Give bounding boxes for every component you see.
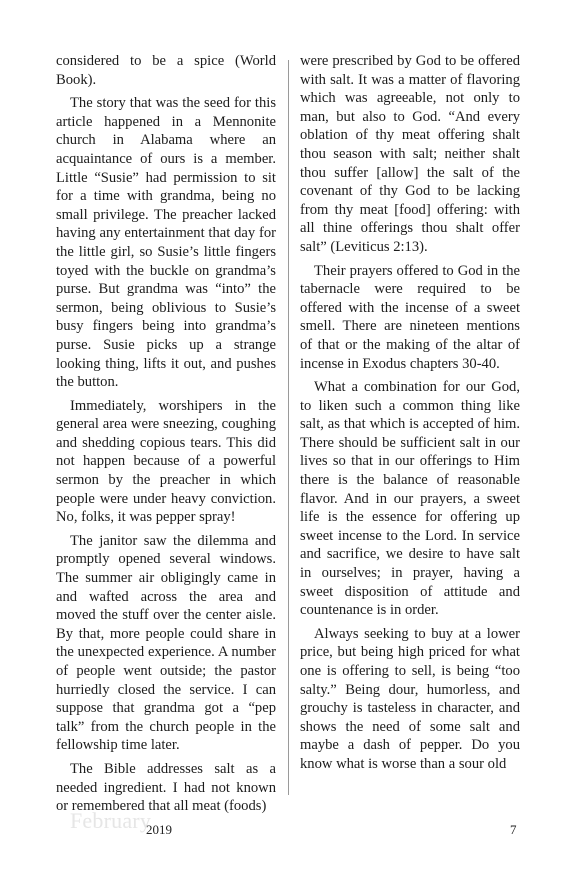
paragraph: The janitor saw the dilemma and promptly opened several windows. The summer air obligingly came in and wafted across the area and moved the stuff over the center aisle. By that, more people could share in the unexpected experience. A number of people went outside; the pastor hurriedly closed the service. I can suppose that grandma got a “pep talk” from the church people in the fellowship time later. [56,532,276,754]
paragraph: Their prayers offered to God in the tabernacle were required to be offered with the incense of a sweet smell. There are nineteen mentions of that or the making of the altar of incense in Exodus chapters 30-40. [300,262,520,372]
right-text-column [300,52,520,774]
paragraph: Immediately, worshipers in the general area were sneezing, coughing and shedding copious tears. This did not happen because of a powerful sermon by the preacher in which people were under heavy conviction. No, folks, it was pepper spray! [56,397,276,526]
paragraph: Always seeking to buy at a lower price, but being high priced for what one is offering to sell, is being “too salty.” Being dour, humorless, and grouchy is tasteless in character, and shows the need of some salt and maybe a dash of pepper. Do you know what is worse than a sour old [300,625,520,772]
paragraph: considered to be a spice (World Book). [56,53,276,88]
paragraph: The story that was the seed for this article happened in a Mennonite church in Alabama where an acquaintance of ours is a member. Little “Susie” had permission to sit for a time with grandma, being no small privilege. The preacher lacked having any entertainment that day for the little girl, so Susie’s little fingers toyed with the buckle on grandma’s purse. But grandma was “into” the sermon, being oblivious to Susie’s busy fingers being into grandma’s purse. Susie picks up a strange looking thing, lifts it out, and pushes the button. [56,95,276,391]
left-text-column [56,52,276,816]
column-divider [288,60,289,795]
paragraph: The Bible addresses salt as a needed ingredient. I had not known or remembered that all meat (foods) [56,760,276,815]
page-number: 7 [510,822,517,837]
paragraph: were prescribed by God to be offered with salt. It was a matter of flavoring which was agreeable, not only to man, but also to God. “And every oblation of thy meat offering shalt thou season with salt; neither shalt thou suffer [allow] the salt of the covenant of thy God to be lacking from thy meat [food] offering: with all thine offerings thou shalt offer salt” (Leviticus 2:13). [300,53,520,255]
footer-month: February [70,808,152,833]
footer-year: 2019 [146,822,172,837]
paragraph: What a combination for our God, to liken such a common thing like salt, as that which is accepted of him. There should be sufficient salt in our lives so that in our offerings to Him there is the balance of reasonable flavor. And in our prayers, a sweet life is the essence for offering up sweet incense to the Lord. In service and sacrifice, we desire to have salt in ourselves; in prayer, having a sweet disposition of attitude and countenance is in order. [300,379,520,619]
